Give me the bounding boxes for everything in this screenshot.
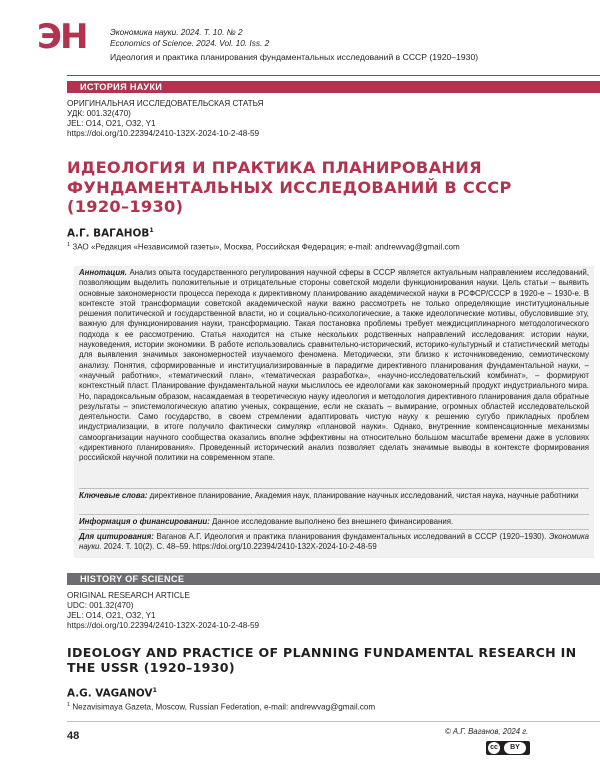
doi-en[interactable]: https://doi.org/10.22394/2410-132X-2024-10-2-48-59 — [67, 621, 260, 630]
header-rule — [67, 75, 600, 76]
section-bar-en: HISTORY OF SCIENCE — [67, 573, 600, 585]
citation: Для цитирования: Ваганов А.Г. Идеология и практика планирования фундаментальных исследований в СССР (1920–1930). Экономика науки. 2024. Т. 10(2). С. 48–59. https://doi.org/10.22394/2410-132X-2024-10-2-48-59 — [79, 532, 590, 552]
affiliation-ru: $^1$ ЗАО «Редакция «Независимой газеты», Москва, Российская Федерация; e-mail: andrewvag@gmail.com — [67, 242, 460, 252]
article-type-en: ORIGINAL RESEARCH ARTICLE — [67, 591, 190, 600]
jel-en: JEL: O14, O21, O32, Y1 — [67, 611, 156, 620]
page-number: 48 — [67, 730, 80, 742]
section-bar-ru: ИСТОРИЯ НАУКИ — [67, 81, 600, 93]
udc-en: UDC: 001.32(470) — [67, 601, 134, 610]
author-en: A.G. VAGANOV$^1$ — [67, 686, 158, 700]
divider — [79, 488, 589, 489]
divider — [79, 529, 589, 530]
copyright: © А.Г. Ваганов, 2024 г. — [445, 727, 529, 736]
author-ru: А.Г. ВАГАНОВ$^1$ — [67, 226, 154, 240]
article-title-ru: ИДЕОЛОГИЯ И ПРАКТИКА ПЛАНИРОВАНИЯ ФУНДАМЕНТАЛЬНЫХ ИССЛЕДОВАНИЙ В СССР (1920–1930) — [67, 158, 512, 216]
funding: Информация о финансировании: Данное исследование выполнено без внешнего финансирования. — [79, 517, 454, 526]
divider — [79, 514, 589, 515]
journal-en: Economics of Science. 2024. Vol. 10. Iss. 2 — [110, 38, 270, 48]
article-type-ru: ОРИГИНАЛЬНАЯ ИССЛЕДОВАТЕЛЬСКАЯ СТАТЬЯ — [67, 99, 264, 108]
affiliation-en: $^1$ Nezavisimaya Gazeta, Moscow, Russian Federation, e-mail: andrewvag@gmail.com — [67, 702, 376, 712]
article-title-en: IDEOLOGY AND PRACTICE OF PLANNING FUNDAMENTAL RESEARCH IN THE USSR (1920–1930) — [67, 645, 577, 676]
journal-logo: ЭН — [37, 17, 87, 57]
udc-ru: УДК: 001.32(470) — [67, 109, 131, 118]
keywords: Ключевые слова: директивное планирование, Академия наук, планирование научных исследований, чистая наука, научные работники — [79, 491, 579, 500]
doi-ru[interactable]: https://doi.org/10.22394/2410-132X-2024-10-2-48-59 — [67, 129, 260, 138]
cc-icon: cc — [488, 742, 500, 754]
abstract: Аннотация. Анализ опыта государственного регулирования научной сферы в СССР является актуальным направлением исследований, позволяющим выделить положительные и отрицательные стороны советской модели функционирования науки. Цель статьи – выявить основные закономерности процесса перехода к директивному планированию академической науки в РСФСР/СССР в 1920-е – 1930-е. В контексте этой трансформации советской академической науки важно рассмотреть не только определяющие институциональные решения политической и государственной власти, но и социально-психологические, а также идеологические мотивы, обусловившие эту, важную для функционирования науки, трансформацию. Такая постановка проблемы требует междисциплинарного методологического подхода к ее рассмотрению. Статья находится на стыке нескольких родственных направлений исследования: истории науки, науковедения, истории экономики. В работе использовались сравнительно-исторический, историко-культурный и статистический методы для выявления значимых закономерностей изучаемого феномена. Методически, эти близко к источниковедению, семиотическому анализу. Понятия, сформированные и институциализированные в парадигме директивного планирования фундаментальной науки, – «научный работник», «тематический план», «тематическая разработка», «научно-исследовательский комбинат», – формируют контекстный пласт. Планирование фундаментальной науки мыслилось ее идеологами как закономерный продукт индустриального мира. Но, парадоксальным образом, насаждаемая в теоретическую науку идеология и методология директивного планирования дала обратные результаты – эпистемологическую апатию ученых, сокращение, если не сказать – вымирание, огромных областей исследовательской деятельности. Само государство, в своем стремлении адаптировать чистую науку к решению сугубо прикладных проблем индустриализации, в итоге получило фактически симулякр «плановой науки». Однако, внутренние компенсационные механизмы самоорганизации научного сообщества оказались вполне эффективны на относительно большом масштабе времени даже в условиях «директивного планирования». Проведенный исторический анализ позволяет сделать значимые выводы в контексте формирования российской научной политики на современном этапе. — [79, 268, 589, 463]
cc-by-icon[interactable] — [486, 741, 530, 755]
journal-ru: Экономика науки. 2024. Т. 10. № 2 — [110, 27, 243, 37]
footer-rule — [67, 721, 600, 722]
by-icon: BY — [504, 742, 526, 754]
running-title: Идеология и практика планирования фундаментальных исследований в СССР (1920–1930) — [110, 52, 479, 62]
jel-ru: JEL: O14, O21, O32, Y1 — [67, 119, 156, 128]
